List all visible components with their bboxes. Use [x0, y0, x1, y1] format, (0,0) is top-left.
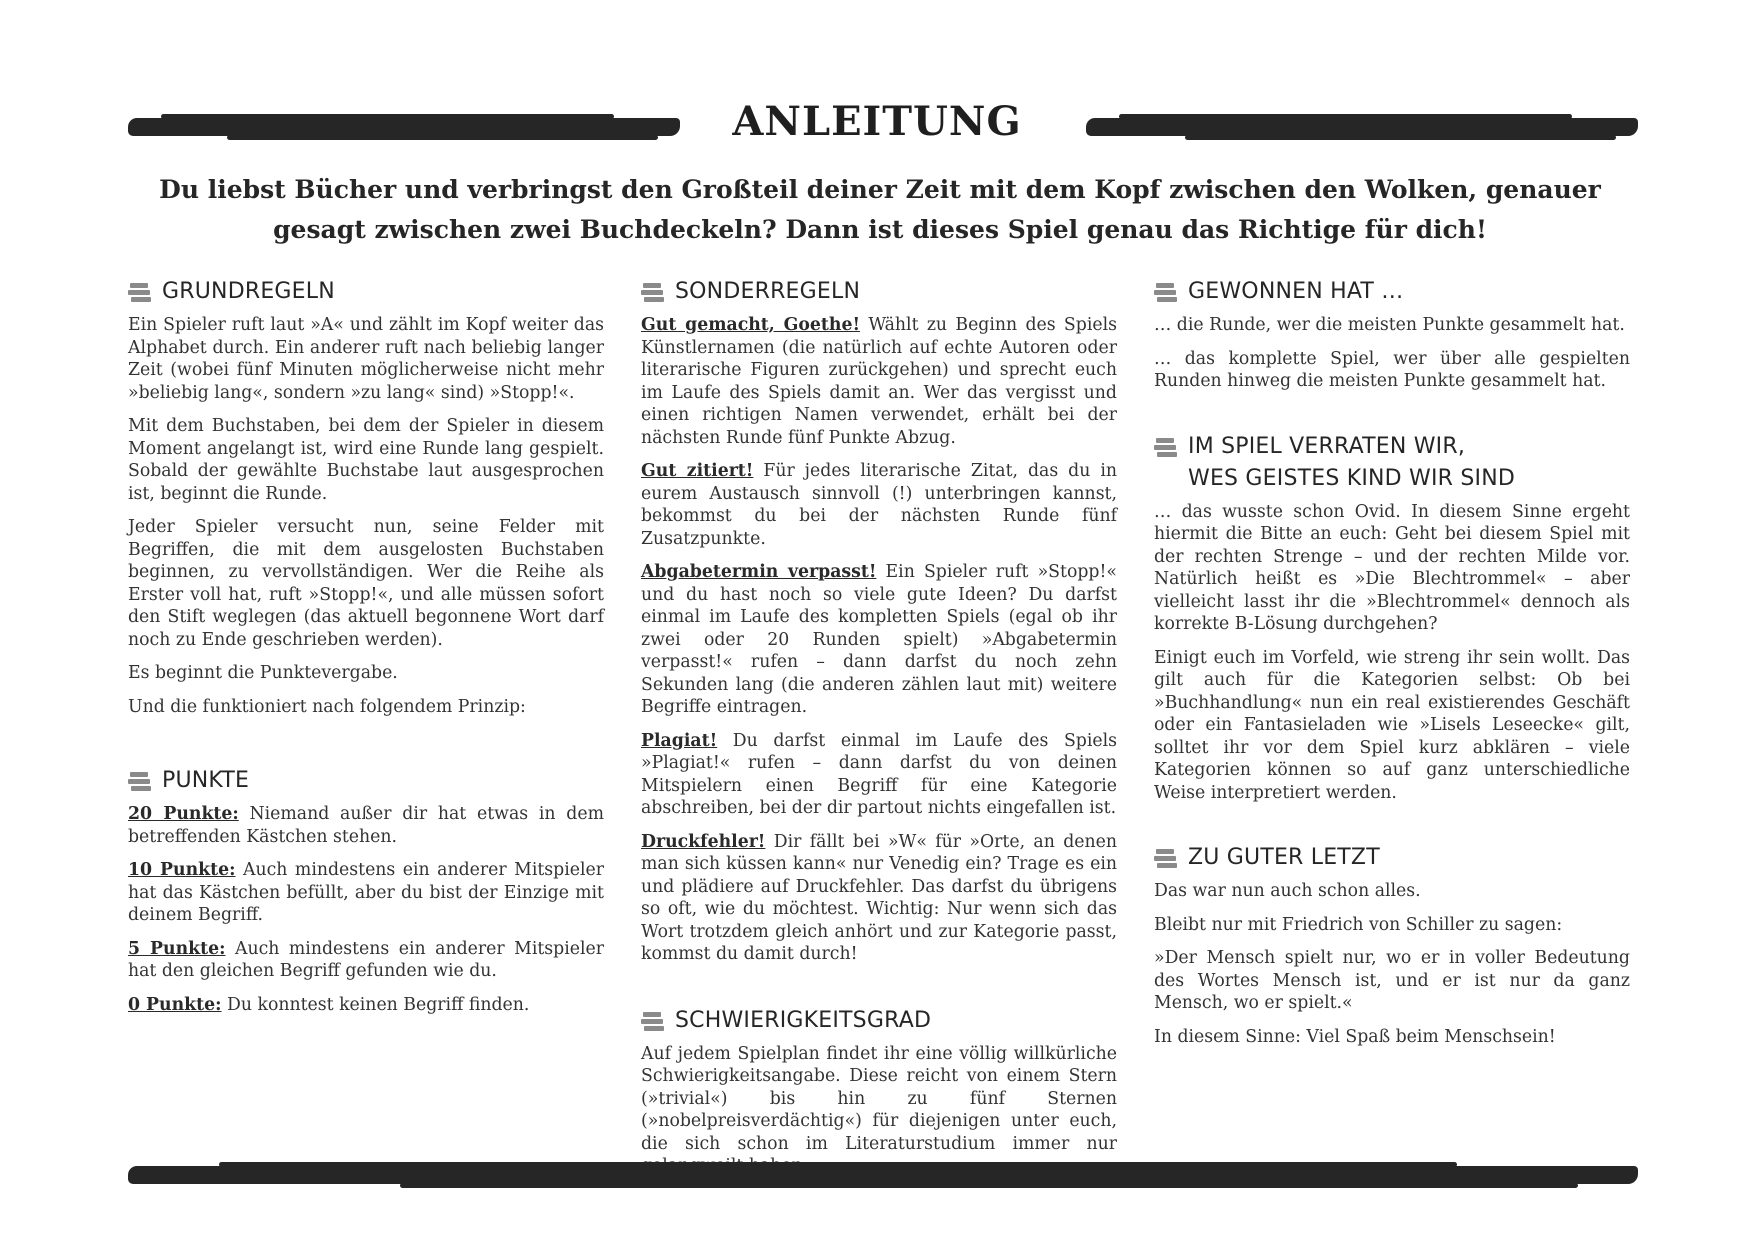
books-icon	[641, 283, 665, 303]
heading-sonderregeln-text: SONDERREGELN	[675, 279, 861, 304]
heading-verraten-line-2: WES GEISTES KIND WIR SIND	[1188, 465, 1515, 491]
punkte-label: 0 Punkte:	[128, 994, 222, 1015]
heading-schwierigkeitsgrad	[641, 1005, 1117, 1037]
heading-sonderregeln	[641, 276, 1117, 308]
books-icon	[128, 283, 152, 303]
gewonnen-paragraph: … die Runde, wer die meisten Punkte gesammelt hat.	[1154, 315, 1625, 335]
heading-gewonnen	[1154, 276, 1630, 308]
zu-guter-letzt-paragraph: »Der Mensch spielt nur, wo er in voller Bedeutung des Wortes Mensch ist, und er ist nur da ganz Mensch, wo er spielt.«	[1154, 948, 1630, 1013]
punkte-item	[128, 994, 604, 1017]
zu-guter-letzt-paragraph: Das war nun auch schon alles.	[1154, 881, 1421, 901]
sonderregel-item	[641, 831, 1117, 966]
gewonnen-paragraph: … das komplette Spiel, wer über alle gespielten Runden hinweg die meisten Punkte gesammelt hat.	[1154, 348, 1630, 391]
heading-zu-guter-letzt-text: ZU GUTER LETZT	[1188, 845, 1380, 870]
punkte-text: Auch mindestens ein anderer Mitspieler hat den gleichen Begriff gefunden wie du.	[128, 938, 604, 981]
sonderregel-label: Gut zitiert!	[641, 461, 754, 481]
punkte-label: 10 Punkte:	[128, 860, 236, 880]
punkte-item	[128, 938, 604, 983]
brush-divider-bottom	[128, 1166, 1638, 1184]
punkte-label: 20 Punkte:	[128, 804, 239, 824]
zu-guter-letzt-paragraph: In diesem Sinne: Viel Spaß beim Menschsein!	[1154, 1026, 1556, 1047]
heading-verraten	[1154, 431, 1630, 495]
grundregeln-paragraph: Mit dem Buchstaben, bei dem der Spieler in diesem Moment angelangt ist, wird eine Runde lang gespielt. Sobald der gewählte Buchstabe laut ausgesprochen ist, beginnt die Runde.	[128, 416, 604, 504]
grundregeln-paragraph: Es beginnt die Punktevergabe.	[128, 663, 398, 683]
books-icon	[1154, 283, 1178, 303]
heading-verraten-line-1: IM SPIEL VERRATEN WIR,	[1188, 433, 1466, 459]
punkte-text: Du konntest keinen Begriff finden.	[221, 994, 530, 1015]
heading-zu-guter-letzt	[1154, 842, 1630, 874]
sonderregel-item	[641, 314, 1117, 449]
books-icon	[1154, 849, 1178, 869]
sonderregel-text: Wählt zu Beginn des Spiels Künstlernamen (die natürlich auf echte Autoren oder literarische Figuren zurückgehen) und sprecht euch im Laufe des Spiels damit an. Wer das vergisst und einen richtigen Namen verwendet, erhält bei der nächsten Runde fünf Punkte Abzug.	[641, 315, 1117, 448]
intro-line-1: Du liebst Bücher und verbringst den Großteil deiner Zeit mit dem Kopf zwischen den Wolken, genauer	[159, 175, 1601, 204]
grundregeln-paragraph: Und die funktioniert nach folgendem Prinzip:	[128, 696, 526, 717]
grundregeln-paragraph: Ein Spieler ruft laut »A« und zählt im Kopf weiter das Alphabet durch. Ein anderer ruft nach beliebig langer Zeit (wobei fünf Minuten möglicherweise nicht mehr »beliebig lang«, sondern »zu lang« sind) »Stopp!«.	[128, 315, 604, 403]
heading-punkte	[128, 765, 604, 797]
heading-schwierigkeitsgrad-text: SCHWIERIGKEITSGRAD	[675, 1007, 932, 1033]
sonderregel-label: Gut gemacht, Goethe!	[641, 315, 861, 335]
sonderregel-text: Für jedes literarische Zitat, das du in eurem Austausch sinnvoll (!) unterbringen kannst, bekommst du bei der nächsten Runde fünf Zusatzpunkte.	[641, 461, 1117, 549]
zu-guter-letzt-paragraph: Bleibt nur mit Friedrich von Schiller zu sagen:	[1154, 914, 1563, 935]
heading-gewonnen-text: GEWONNEN HAT …	[1188, 279, 1404, 304]
books-icon	[128, 772, 152, 792]
verraten-paragraph: … das wusste schon Ovid. In diesem Sinne ergeht hiermit die Bitte an euch: Geht bei diesem Spiel mit der rechten Strenge – und der rechten Milde vor. Natürlich heißt es »Die Blechtrommel« – aber vielleicht lasst ihr die »Blechtrommel« dennoch als korrekte B-Lösung durchgehen?	[1154, 501, 1630, 634]
page-title: ANLEITUNG	[732, 98, 1022, 145]
sonderregel-text: Du darfst einmal im Laufe des Spiels »Plagiat!« rufen – dann darfst du von deinen Mitspielern einen Begriff für eine Kategorie abschreiben, bei der dir partout nichts eingefallen ist.	[641, 730, 1117, 818]
sonderregel-label: Plagiat!	[641, 730, 718, 751]
books-icon	[1154, 438, 1178, 458]
sonderregel-text: Ein Spieler ruft »Stopp!« und du hast noch so viele gute Ideen? Du darfst einmal im Laufe des kompletten Spiels (egal ob ihr zwei oder 20 Runden spielt) »Abgabetermin verpasst!« rufen – dann darfst du noch zehn Sekunden lang (die anderen zählen laut mit) weitere Begriffe eintragen.	[641, 562, 1117, 717]
intro-line-2: gesagt zwischen zwei Buchdeckeln? Dann ist dieses Spiel genau das Richtige für dich!	[273, 215, 1487, 244]
sonderregel-label: Druckfehler!	[641, 831, 766, 852]
column-right	[1154, 276, 1630, 1059]
books-icon	[641, 1012, 665, 1032]
punkte-text: Auch mindestens ein anderer Mitspieler hat das Kästchen befüllt, aber du bist der Einzige mit deinem Begriff.	[128, 860, 604, 925]
punkte-text: Niemand außer dir hat etwas in dem betreffenden Kästchen stehen.	[128, 804, 604, 847]
punkte-item	[128, 859, 604, 927]
schwierigkeitsgrad-paragraph: Auf jedem Spielplan findet ihr eine völlig willkürliche Schwierigkeitsangabe. Diese reicht von einem Stern (»trivial«) bis hin zu fünf Sternen (»nobelpreisverdächtig«) für diejenigen unter euch, die sich schon im Literaturstudium immer nur	[641, 1043, 1117, 1154]
sonderregel-item	[641, 730, 1117, 820]
column-left	[128, 276, 604, 1027]
verraten-paragraph: Einigt euch im Vorfeld, wie streng ihr sein wollt. Das gilt auch für die Kategorien selbst: Ob bei »Buchhandlung« nun ein real existierendes Geschäft oder ein Fantasieladen wie »Lisels Leseecke« gilt, solltet ihr vor dem Spiel kurz abklären – viele Kategorien können so auf ganz unterschiedliche Weise interpretiert werden.	[1154, 647, 1630, 803]
intro-text	[150, 170, 1610, 250]
grundregeln-paragraph: Jeder Spieler versucht nun, seine Felder mit Begriffen, die mit dem ausgelosten Buchstaben beginnen, zu vervollständigen. Wer die Reihe als Erster voll hat, ruft »Stopp!«, und alle müssen sofort den Stift weglegen (das aktuell begonnene Wort darf noch zu Ende geschrieben werden).	[128, 517, 604, 650]
sonderregel-item	[641, 561, 1117, 719]
heading-punkte-text: PUNKTE	[162, 768, 250, 793]
sonderregel-label: Abgabetermin verpasst!	[641, 562, 877, 582]
heading-grundregeln	[128, 276, 604, 308]
column-middle	[641, 276, 1117, 1189]
sonderregel-item	[641, 460, 1117, 550]
punkte-label: 5 Punkte:	[128, 938, 226, 959]
sonderregel-text: Dir fällt bei »W« für »Orte, an denen man sich küssen kann« nur Venedig ein? Trage es ein und plädiere auf Druckfehler. Das darfst du übrigens so oft, wie du möchtest. Wichtig: Nur wenn sich das Wort trotzdem gleich anhört und zur Kategorie passt, kommst du damit durch!	[641, 831, 1117, 964]
heading-grundregeln-text: GRUNDREGELN	[162, 279, 335, 304]
punkte-item	[128, 803, 604, 848]
